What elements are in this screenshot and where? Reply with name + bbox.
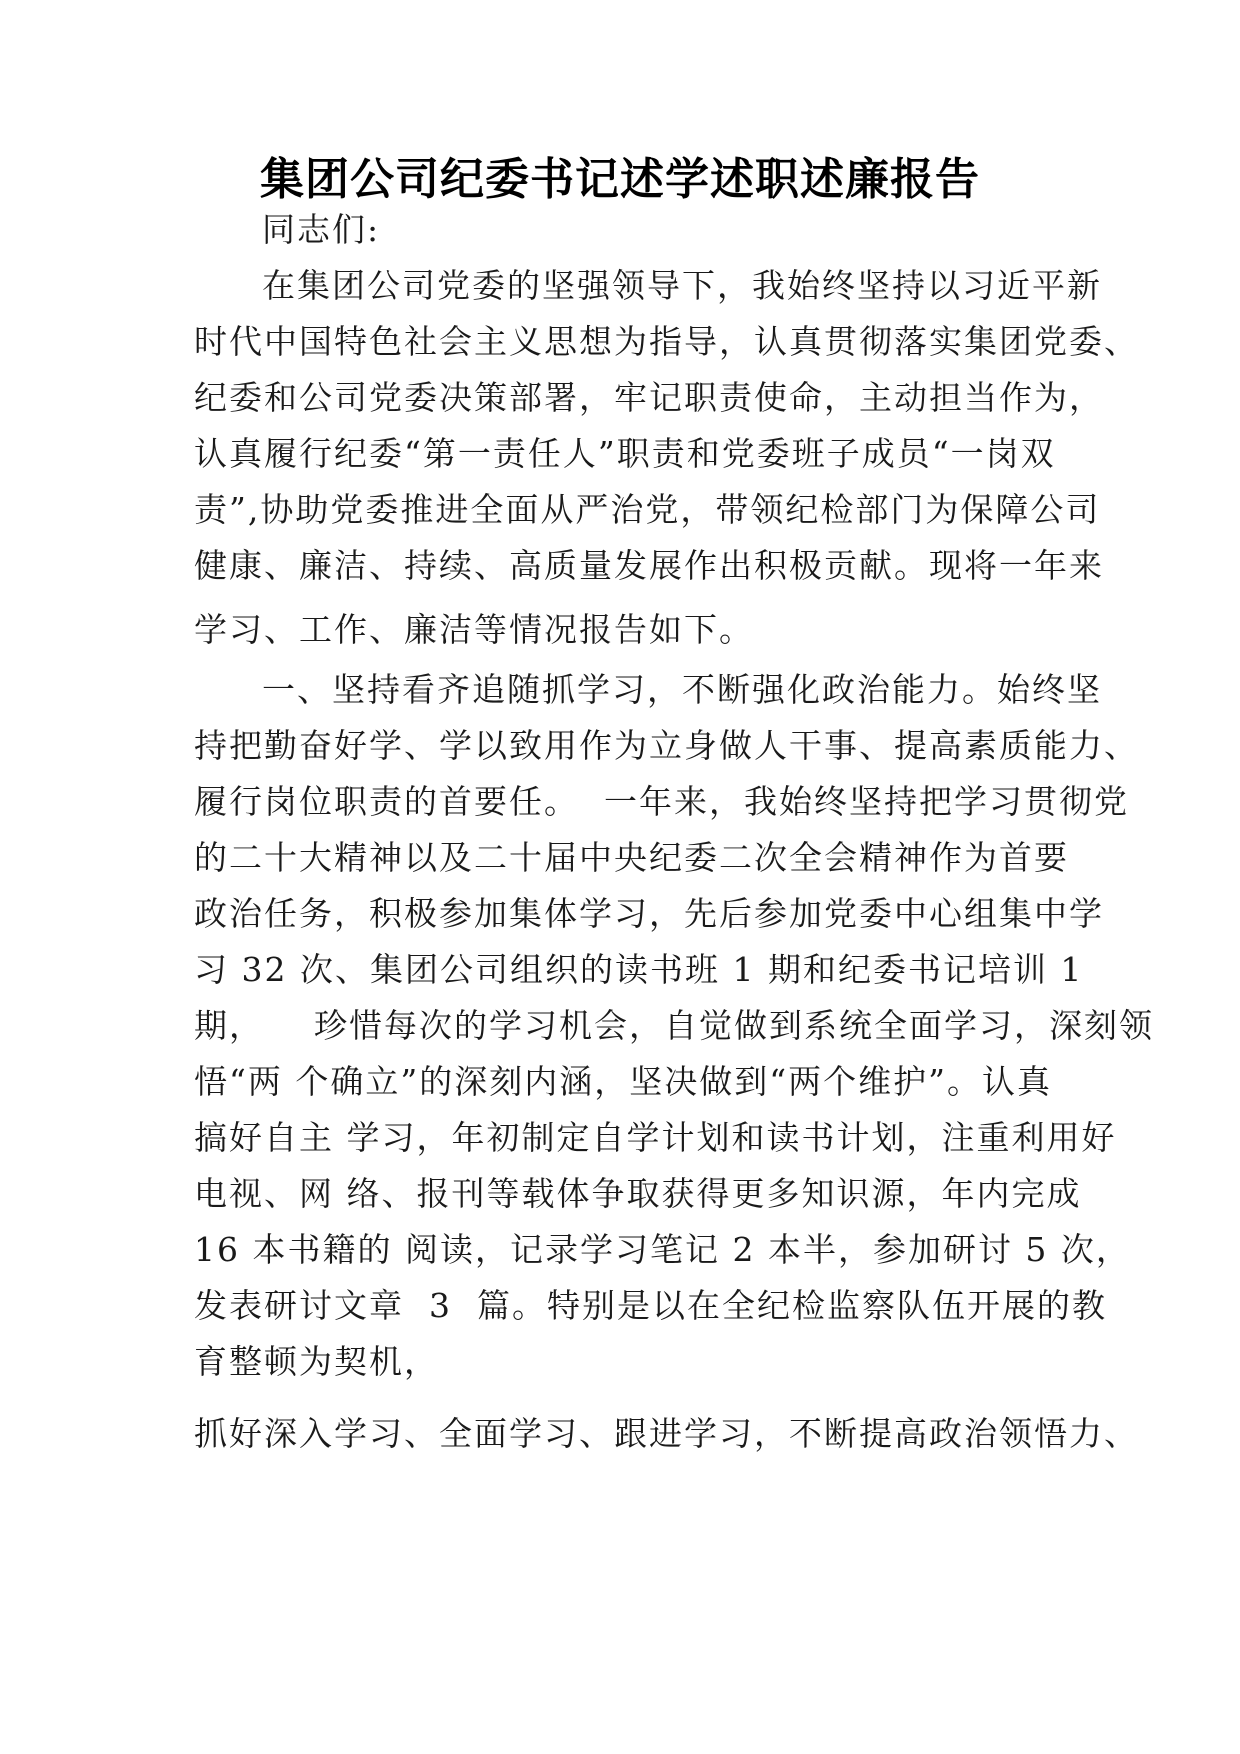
paragraph-line: 持把勤奋好学、学以致用作为立身做人干事、提高素质能力、	[194, 726, 1139, 765]
paragraph-line: 抓好深入学习、全面学习、跟进学习，不断提高政治领悟力、	[194, 1414, 1139, 1453]
paragraph-line: 学习、工作、廉洁等情况报告如下。	[194, 610, 754, 649]
paragraph-line: 责”,协助党委推进全面从严治党，带领纪检部门为保障公司	[194, 490, 1101, 529]
paragraph-line: 履行岗位职责的首要任。 一年来，我始终坚持把学习贯彻党	[194, 782, 1129, 821]
paragraph-line: 16 本书籍的 阅读，记录学习笔记 2 本半，参加研讨 5 次，	[194, 1230, 1131, 1269]
paragraph-line: 习 32 次、集团公司组织的读书班 1 期和纪委书记培训 1	[194, 950, 1084, 989]
paragraph-line: 电视、网 络、报刊等载体争取获得更多知识源，年内完成	[194, 1174, 1082, 1213]
paragraph-line: 期， 珍惜每次的学习机会，自觉做到系统全面学习，深刻领	[194, 1006, 1154, 1045]
paragraph-line: 认真履行纪委“第一责任人”职责和党委班子成员“一岗双	[194, 434, 1056, 473]
paragraph-line: 健康、廉洁、持续、高质量发展作出积极贡献。现将一年来	[194, 546, 1104, 585]
paragraph-line: 悟“两 个确立”的深刻内涵，坚决做到“两个维护”。认真	[194, 1062, 1052, 1101]
paragraph-line: 纪委和公司党委决策部署，牢记职责使命，主动担当作为，	[194, 378, 1104, 417]
paragraph-line: 搞好自主 学习，年初制定自学计划和读书计划，注重利用好	[194, 1118, 1117, 1157]
salutation: 同志们:	[262, 210, 381, 249]
paragraph-line: 一、坚持看齐追随抓学习，不断强化政治能力。始终坚	[262, 670, 1102, 709]
document-title: 集团公司纪委书记述学述职述廉报告	[260, 154, 980, 205]
paragraph-line: 育整顿为契机，	[194, 1342, 439, 1381]
paragraph-line: 的二十大精神以及二十届中央纪委二次全会精神作为首要	[194, 838, 1069, 877]
paragraph-line: 时代中国特色社会主义思想为指导，认真贯彻落实集团党委、	[194, 322, 1139, 361]
paragraph-line: 政治任务，积极参加集体学习，先后参加党委中心组集中学	[194, 894, 1104, 933]
paragraph-line: 在集团公司党委的坚强领导下，我始终坚持以习近平新	[262, 266, 1102, 305]
paragraph-line: 发表研讨文章 3 篇。特别是以在全纪检监察队伍开展的教	[194, 1286, 1107, 1325]
